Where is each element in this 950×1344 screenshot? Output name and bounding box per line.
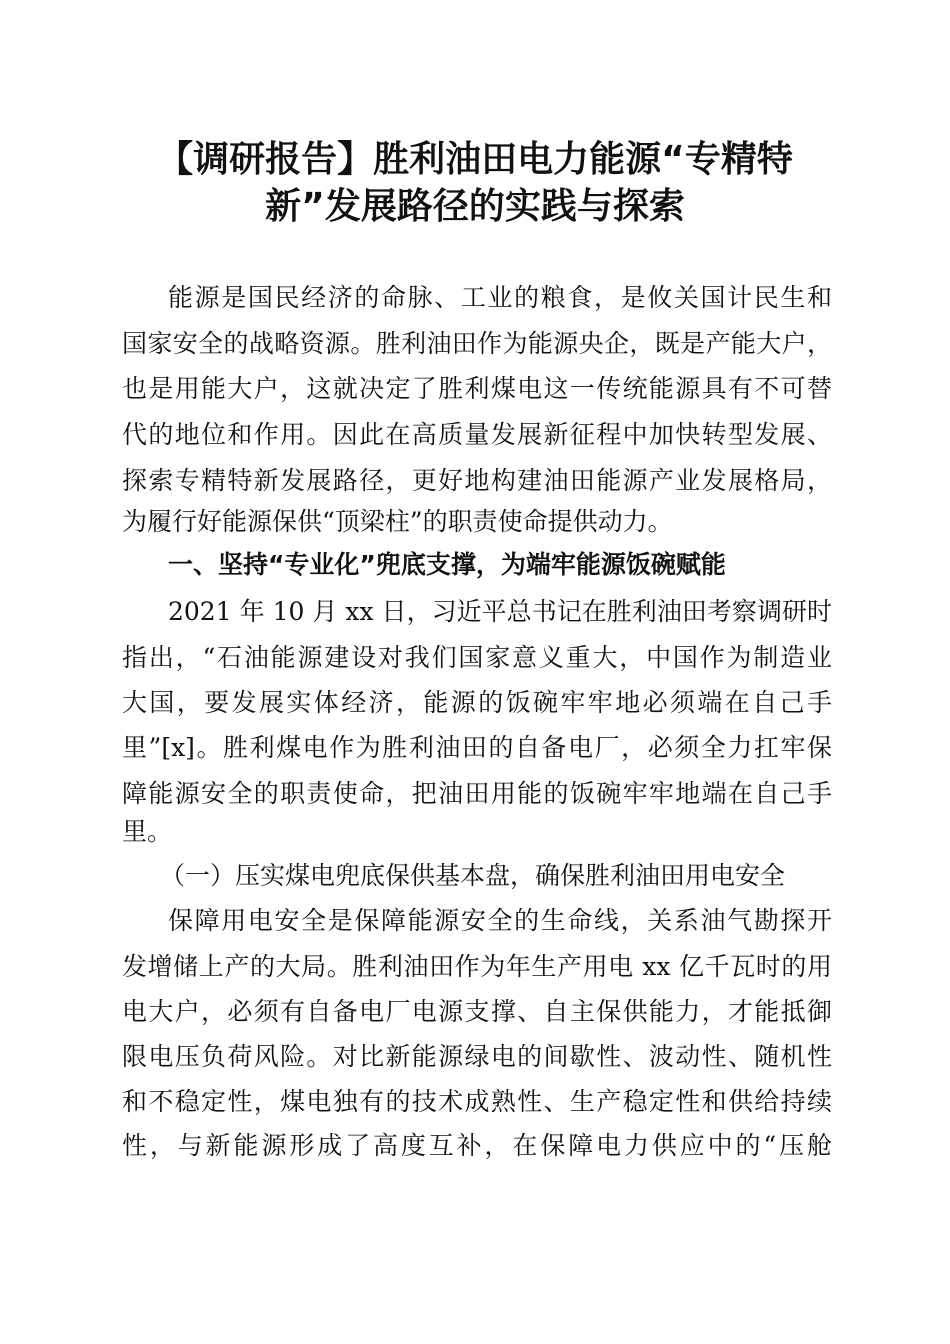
paragraph-line: 里”[x]。胜利煤电作为胜利油田的自备电厂，必须全力扛牢保: [122, 733, 832, 762]
paragraph-line: 也是用能大户，这就决定了胜利煤电这一传统能源具有不可替: [122, 374, 832, 403]
paragraph-line: 指出，“石油能源建设对我们国家意义重大，中国作为制造业: [122, 643, 832, 672]
paragraph-line: 电大户，必须有自备电厂电源支撑、自主保供能力，才能抵御: [122, 997, 832, 1026]
paragraph-line: 代的地位和作用。因此在高质量发展新征程中加快转型发展、: [122, 420, 832, 449]
paragraph-line: 2021 年 10 月 xx 日，习近平总书记在胜利油田考察调研时: [168, 597, 832, 626]
paragraph-line: 国家安全的战略资源。胜利油田作为能源央企，既是产能大户，: [122, 329, 832, 358]
paragraph-line: 能源是国民经济的命脉、工业的粮食，是攸关国计民生和: [168, 283, 832, 312]
paragraph-line: 性，与新能源形成了高度互补，在保障电力供应中的“压舱: [122, 1131, 832, 1160]
paragraph-line: 为履行好能源保供“顶梁柱”的职责使命提供动力。: [122, 507, 673, 536]
paragraph-line: 和不稳定性，煤电独有的技术成熟性、生产稳定性和供给持续: [122, 1087, 832, 1116]
section-heading: 一、坚持“专业化”兜底支撑，为端牢能源饭碗赋能: [168, 550, 726, 579]
paragraph-line: 保障用电安全是保障能源安全的生命线，关系油气勘探开: [168, 906, 832, 935]
paragraph-line: 大国，要发展实体经济，能源的饭碗牢牢地必须端在自己手: [122, 688, 832, 717]
paragraph-line: 发增储上产的大局。胜利油田作为年生产用电 xx 亿千瓦时的用: [122, 952, 832, 981]
subsection-heading: （一）压实煤电兜底保供基本盘，确保胜利油田用电安全: [160, 861, 786, 890]
paragraph-line: 里。: [122, 817, 173, 846]
document-title-line-1: 【调研报告】胜利油田电力能源“专精特: [157, 139, 793, 180]
paragraph-line: 探索专精特新发展路径，更好地构建油田能源产业发展格局，: [122, 466, 832, 495]
document-title-line-2: 新”发展路径的实践与探索: [265, 186, 685, 227]
paragraph-line: 障能源安全的职责使命，把油田用能的饭碗牢牢地端在自己手: [122, 779, 832, 808]
paragraph-line: 限电压负荷风险。对比新能源绿电的间歇性、波动性、随机性: [122, 1042, 832, 1071]
